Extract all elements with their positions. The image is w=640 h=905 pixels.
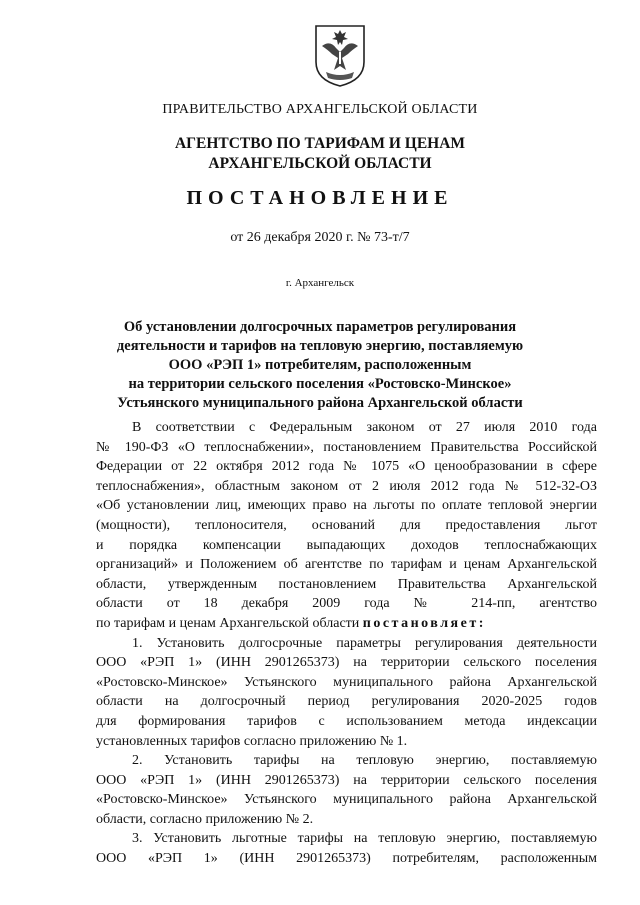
subject-line: Об установлении долгосрочных параметров регулирования — [123, 319, 517, 335]
document-date-number: от 26 декабря 2020 г. № 73-т/7 — [230, 230, 410, 245]
body-line: «Об установлении лиц, имеющих право на льготы по оплате тепловой энергии — [96, 498, 597, 514]
subject-line: деятельности и тарифов на тепловую энергию, поставляемую — [116, 338, 524, 354]
document-title: ПОСТАНОВЛЕНИЕ — [186, 187, 454, 209]
body-line: «Ростовско-Минское» Устьянского муниципального района Архангельской — [96, 674, 597, 690]
document-city: г. Архангельск — [285, 277, 355, 289]
body-line: ООО «РЭП 1» (ИНН 2901265373) на территории сельского поселения — [96, 772, 597, 788]
body-line: области от 18 декабря 2009 года № 214-пп, агентство — [96, 596, 597, 612]
body-line: 2. Установить тарифы на тепловую энергию, поставляемую — [132, 753, 597, 769]
agency-line-1: АГЕНТСТВО ПО ТАРИФАМ И ЦЕНАМ — [174, 135, 466, 152]
body-line: области, согласно приложению № 2. — [96, 811, 314, 827]
document-body — [96, 418, 597, 869]
subject-line: на территории сельского поселения «Ростовско-Минское» — [128, 376, 512, 392]
body-line: (мощности), теплоносителя, оснований для предоставления льгот — [96, 517, 597, 533]
coat-of-arms-icon — [312, 22, 368, 88]
body-line: области, утвержденным постановлением Правительства Архангельской — [96, 576, 597, 592]
subject-line: Устьянского муниципального района Архангельской области — [117, 395, 523, 411]
body-line: и порядка компенсации выпадающих доходов теплоснабжающих — [96, 537, 597, 553]
body-line: 1. Установить долгосрочные параметры регулирования деятельности — [132, 635, 597, 651]
agency-line-2: АРХАНГЕЛЬСКОЙ ОБЛАСТИ — [208, 155, 432, 172]
body-line: области на долгосрочный период регулирования 2020-2025 годов — [96, 694, 597, 710]
subject-line: ООО «РЭП 1» потребителям, расположенным — [168, 357, 472, 373]
body-line: 3. Установить льготные тарифы на тепловую энергию, поставляемую — [132, 831, 597, 847]
body-line: ООО «РЭП 1» (ИНН 2901265373) на территории сельского поселения — [96, 655, 597, 671]
body-line: организаций» и Положением об агентстве по тарифам и ценам Архангельской — [96, 557, 597, 573]
body-line: № 190-ФЗ «О теплоснабжении», постановлением Правительства Российской — [96, 439, 597, 455]
body-line: ООО «РЭП 1» (ИНН 2901265373) потребителям, расположенным — [96, 851, 597, 867]
body-line: В соответствии с Федеральным законом от 27 июля 2010 года — [132, 420, 597, 435]
document-subject — [0, 318, 640, 413]
body-line: установленных тарифов согласно приложению № 1. — [96, 733, 408, 749]
body-line: по тарифам и ценам Архангельской области — [96, 615, 360, 631]
body-line: «Ростовско-Минское» Устьянского муниципального района Архангельской — [96, 792, 597, 808]
body-line: Федерации от 22 октября 2012 года № 1075 «О ценообразовании в сфере — [96, 459, 597, 475]
body-line: для формирования тарифов с использованием метода индексации — [96, 713, 597, 729]
decree-word: постановляет: — [362, 615, 486, 631]
government-name: ПРАВИТЕЛЬСТВО АРХАНГЕЛЬСКОЙ ОБЛАСТИ — [162, 102, 478, 117]
body-line: теплоснабжения», областным законом от 2 июля 2012 года № 512-32-ОЗ — [96, 478, 597, 494]
body-line-decree — [96, 614, 597, 634]
agency-name — [0, 134, 640, 174]
